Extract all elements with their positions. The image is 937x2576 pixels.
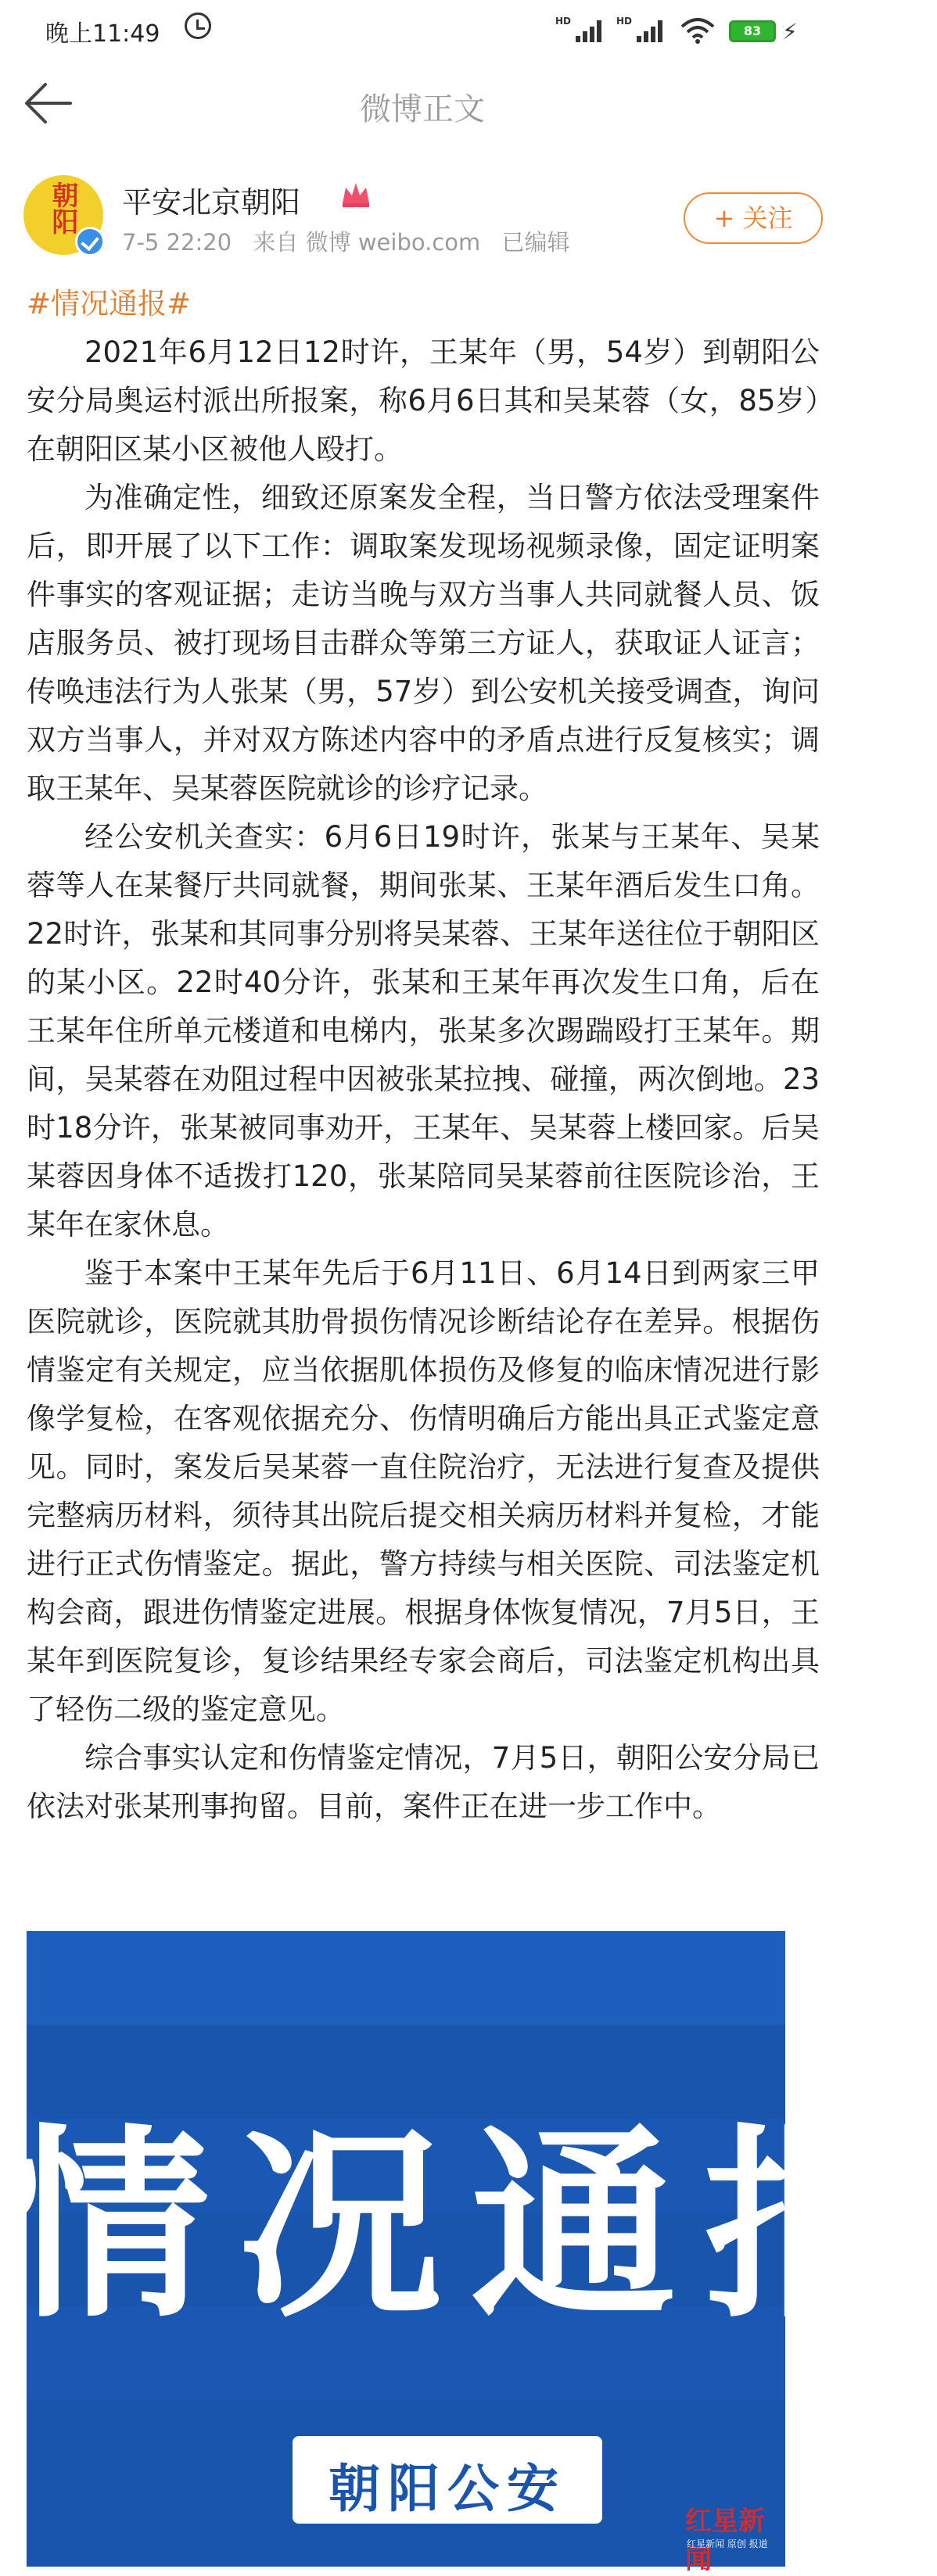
signal-icon-2	[616, 16, 665, 42]
avatar[interactable]	[23, 175, 103, 255]
post-meta	[122, 225, 583, 257]
crown-icon	[339, 180, 372, 210]
edited-label: 已编辑	[501, 229, 570, 256]
verified-icon	[75, 227, 105, 256]
post-paragraph: 鉴于本案中王某年先后于6月11日、6月14日到两家三甲医院就诊，医院就其肋骨损伤情况诊断结论存在差异。根据伤情鉴定有关规定，应当依据肌体损伤及修复的临床情况进行影像学复检，在客观依据充分、伤情明确后方能出具正式鉴定意见。同时，案发后吴某蓉一直住院治疗，无法进行复查及提供完整病历材料，须待其出院后提交相关病历材料并复检，才能进行正式伤情鉴定。据此，警方持续与相关医院、司法鉴定机构会商，跟进伤情鉴定进展。根据身体恢复情况，7月5日，王某年到医院复诊，复诊结果经专家会商后，司法鉴定机构出具了轻伤二级的鉴定意见。	[27, 1256, 820, 1726]
banner-subtitle-box	[293, 2436, 602, 2524]
signal-label-2: HD	[616, 16, 633, 27]
battery-icon	[729, 20, 776, 42]
post-date: 7-5 22:20	[122, 229, 232, 256]
watermark	[677, 2493, 770, 2575]
follow-button[interactable]: + 关注	[684, 192, 823, 244]
author-header	[0, 156, 845, 274]
signal-icon	[555, 16, 604, 42]
charging-icon: ⚡	[782, 19, 798, 45]
banner-stripe	[27, 1931, 785, 2025]
post-image[interactable]	[5, 1931, 937, 2575]
post-content	[27, 280, 820, 1831]
post-source: 来自 微博 weibo.com	[253, 229, 481, 256]
signal-label: HD	[555, 16, 572, 27]
page-title: 微博正文	[360, 91, 485, 127]
post-paragraph: 为准确定性，细致还原案发全程，当日警方依法受理案件后，即开展了以下工作：调取案发现场视频录像，固定证明案件事实的客观证据；走访当晚与双方当事人共同就餐人员、饭店服务员、被打现场目击群众等第三方证人，获取证人证言；传唤违法行为人张某（男，57岁）到公安机关接受调查，询问双方当事人，并对双方陈述内容中的矛盾点进行反复核实；调取王某年、吴某蓉医院就诊的诊疗记录。	[27, 481, 820, 805]
banner-title: 情况通报	[5, 2107, 937, 2345]
nav-bar	[0, 64, 845, 142]
wifi-icon	[680, 17, 715, 44]
author-name[interactable]: 平安北京朝阳	[122, 185, 301, 220]
status-time: 晚上11:49	[45, 20, 160, 48]
banner-subtitle: 朝阳公安	[328, 2459, 566, 2519]
watermark-subtext: 红星新闻 原创 报道	[687, 2538, 768, 2549]
status-icons	[555, 14, 813, 45]
battery-level: 83	[743, 23, 762, 38]
status-bar	[0, 0, 845, 64]
post-paragraph: 2021年6月12日12时许，王某年（男，54岁）到朝阳公安分局奥运村派出所报案，称6月6日其和吴某蓉（女，85岁）在朝阳区某小区被他人殴打。	[27, 335, 820, 466]
alarm-icon	[185, 13, 211, 39]
post-paragraph: 经公安机关查实：6月6日19时许，张某与王某年、吴某蓉等人在某餐厅共同就餐，期间张某、王某年酒后发生口角。22时许，张某和其同事分别将吴某蓉、王某年送往位于朝阳区的某小区。22时40分许，张某和王某年再次发生口角，后在王某年住所单元楼道和电梯内，张某多次踢踹殴打王某年。期间，吴某蓉在劝阻过程中因被张某拉拽、碰撞，两次倒地。23时18分许，张某被同事劝开，王某年、吴某蓉上楼回家。后吴某蓉因身体不适拨打120，张某陪同吴某蓉前往医院诊治，王某年在家休息。	[27, 820, 820, 1241]
watermark-text: 红星新闻	[685, 2506, 765, 2575]
post-paragraph: 综合事实认定和伤情鉴定情况，7月5日，朝阳公安分局已依法对张某刑事拘留。目前，案件正在进一步工作中。	[27, 1741, 820, 1823]
avatar-text: 朝阳	[47, 181, 78, 235]
hashtag-link[interactable]: #情况通报#	[27, 287, 192, 321]
